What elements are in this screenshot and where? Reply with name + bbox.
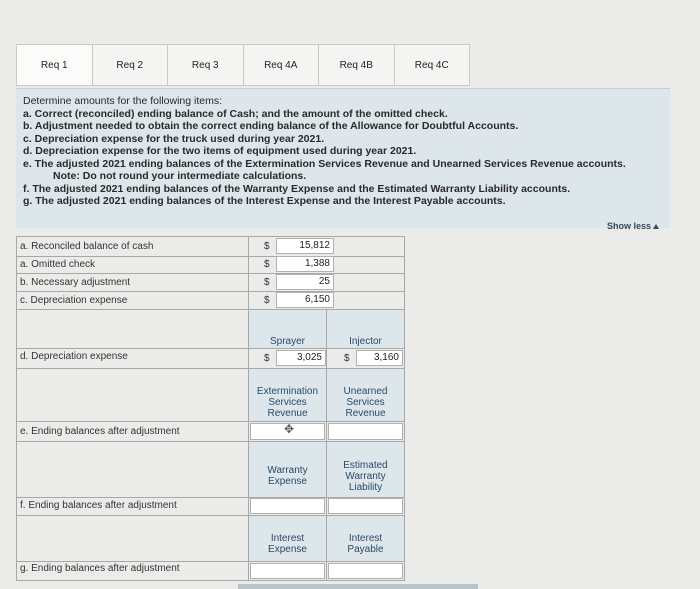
instruction-f: f. The adjusted 2021 ending balances of the Warranty Expense and the Estimated Warranty Liability accounts.	[23, 182, 571, 195]
tab-req-4a[interactable]: Req 4A	[244, 45, 320, 85]
col-header-interest-expense	[249, 533, 326, 555]
col-header-extermination-services-revenue	[249, 386, 326, 419]
omitted-check-input[interactable]: 1,388	[276, 256, 334, 272]
currency-symbol: $	[264, 295, 270, 306]
currency-symbol: $	[264, 241, 270, 252]
currency-symbol: $	[264, 277, 270, 288]
currency-symbol: $	[264, 259, 270, 270]
depreciation-truck-input[interactable]: 6,150	[276, 292, 334, 308]
col-header-interest-payable	[327, 533, 404, 555]
col-header-line: Estimated	[343, 460, 388, 471]
tab-req-1[interactable]: Req 1	[17, 45, 93, 85]
injector-depreciation-input[interactable]: 3,160	[356, 350, 403, 366]
col-header-line: Interest	[348, 533, 383, 544]
instruction-d: d. Depreciation expense for the two items of equipment used during year 2021.	[23, 145, 417, 157]
table-border-left	[16, 236, 17, 581]
instruction-note: Note: Do not round your intermediate calculations.	[53, 170, 307, 182]
reconciled-cash-input[interactable]: 15,812	[276, 238, 334, 254]
row-line	[16, 291, 405, 292]
necessary-adjustment-input[interactable]: 25	[276, 274, 334, 290]
warranty-expense-input[interactable]	[250, 498, 325, 514]
row-label-ending-balances-g: g. Ending balances after adjustment	[20, 563, 180, 574]
row-label-depreciation-truck: c. Depreciation expense	[20, 295, 128, 306]
col-header-line: Extermination	[256, 386, 319, 397]
row-label-depreciation-equipment: d. Depreciation expense	[20, 351, 128, 362]
tab-req-4c[interactable]: Req 4C	[414, 59, 449, 71]
row-line	[16, 421, 405, 422]
triangle-up-icon	[653, 224, 659, 229]
col-header-line: Warranty	[267, 465, 308, 476]
currency-symbol: $	[344, 353, 350, 364]
row-label-necessary-adjustment: b. Necessary adjustment	[20, 277, 131, 288]
show-less-label: Show less	[607, 221, 652, 231]
bottom-navigation-bar[interactable]	[238, 584, 478, 589]
instructions-heading: Determine amounts for the following items:	[23, 95, 223, 107]
table-border-right	[404, 236, 405, 581]
table-border-top	[16, 236, 405, 237]
instruction-c: c. Depreciation expense for the truck used during year 2021.	[23, 132, 325, 145]
estimated-warranty-liability-input[interactable]	[328, 498, 403, 514]
row-label-ending-balances-e: e. Ending balances after adjustment	[20, 426, 180, 437]
interest-expense-input[interactable]	[250, 563, 325, 579]
col-header-line: Warranty	[345, 471, 386, 482]
row-line	[16, 273, 405, 274]
col-header-unearned-services-revenue	[327, 386, 404, 419]
row-line	[16, 561, 405, 562]
move-cursor-icon: ✥	[284, 422, 295, 436]
instruction-g: g. The adjusted 2021 ending balances of the Interest Expense and the Interest Payable accounts.	[23, 195, 506, 207]
col-header-sprayer: Sprayer	[269, 336, 305, 347]
col-header-line: Liability	[348, 482, 383, 493]
tab-req-4b[interactable]: Req 4B	[319, 45, 395, 85]
col-header-estimated-warranty-liability	[327, 460, 404, 493]
instruction-a: a. Correct (reconciled) ending balance of Cash; and the amount of the omitted check.	[23, 107, 448, 120]
table-border-bottom	[16, 580, 405, 581]
show-less-link[interactable]	[607, 221, 659, 231]
currency-symbol: $	[264, 353, 270, 364]
col-header-line: Unearned	[343, 386, 388, 397]
instructions-panel	[16, 88, 670, 228]
col-header-line: Services	[346, 397, 385, 408]
col-header-injector: Injector	[349, 336, 382, 347]
col-header-line: Payable	[347, 544, 384, 555]
row-line	[16, 348, 405, 349]
sprayer-depreciation-input[interactable]: 3,025	[276, 350, 326, 366]
interest-payable-input[interactable]	[328, 563, 403, 579]
col-header-line: Revenue	[345, 408, 386, 419]
col-header-warranty-expense	[249, 465, 326, 487]
requirement-tabs	[16, 44, 470, 86]
row-label-omitted-check: a. Omitted check	[20, 259, 96, 270]
unearned-revenue-input[interactable]	[328, 423, 403, 440]
col-header-line: Expense	[268, 476, 307, 487]
instruction-b: b. Adjustment needed to obtain the correct ending balance of the Allowance for Doubtful Accounts.	[23, 120, 519, 132]
row-line	[16, 256, 405, 257]
col-header-line: Revenue	[267, 408, 308, 419]
tab-req-3[interactable]: Req 3	[168, 45, 244, 85]
row-label-ending-balances-f: f. Ending balances after adjustment	[20, 500, 177, 511]
instruction-e: e. The adjusted 2021 ending balances of the Extermination Services Revenue and Unearned Services Revenue accounts.	[23, 157, 626, 170]
col-header-line: Services	[268, 397, 307, 408]
col-header-line: Interest	[270, 533, 305, 544]
row-label-reconciled-cash: a. Reconciled balance of cash	[20, 241, 154, 252]
tab-req-2[interactable]: Req 2	[93, 45, 169, 85]
col-header-line: Expense	[268, 544, 307, 555]
